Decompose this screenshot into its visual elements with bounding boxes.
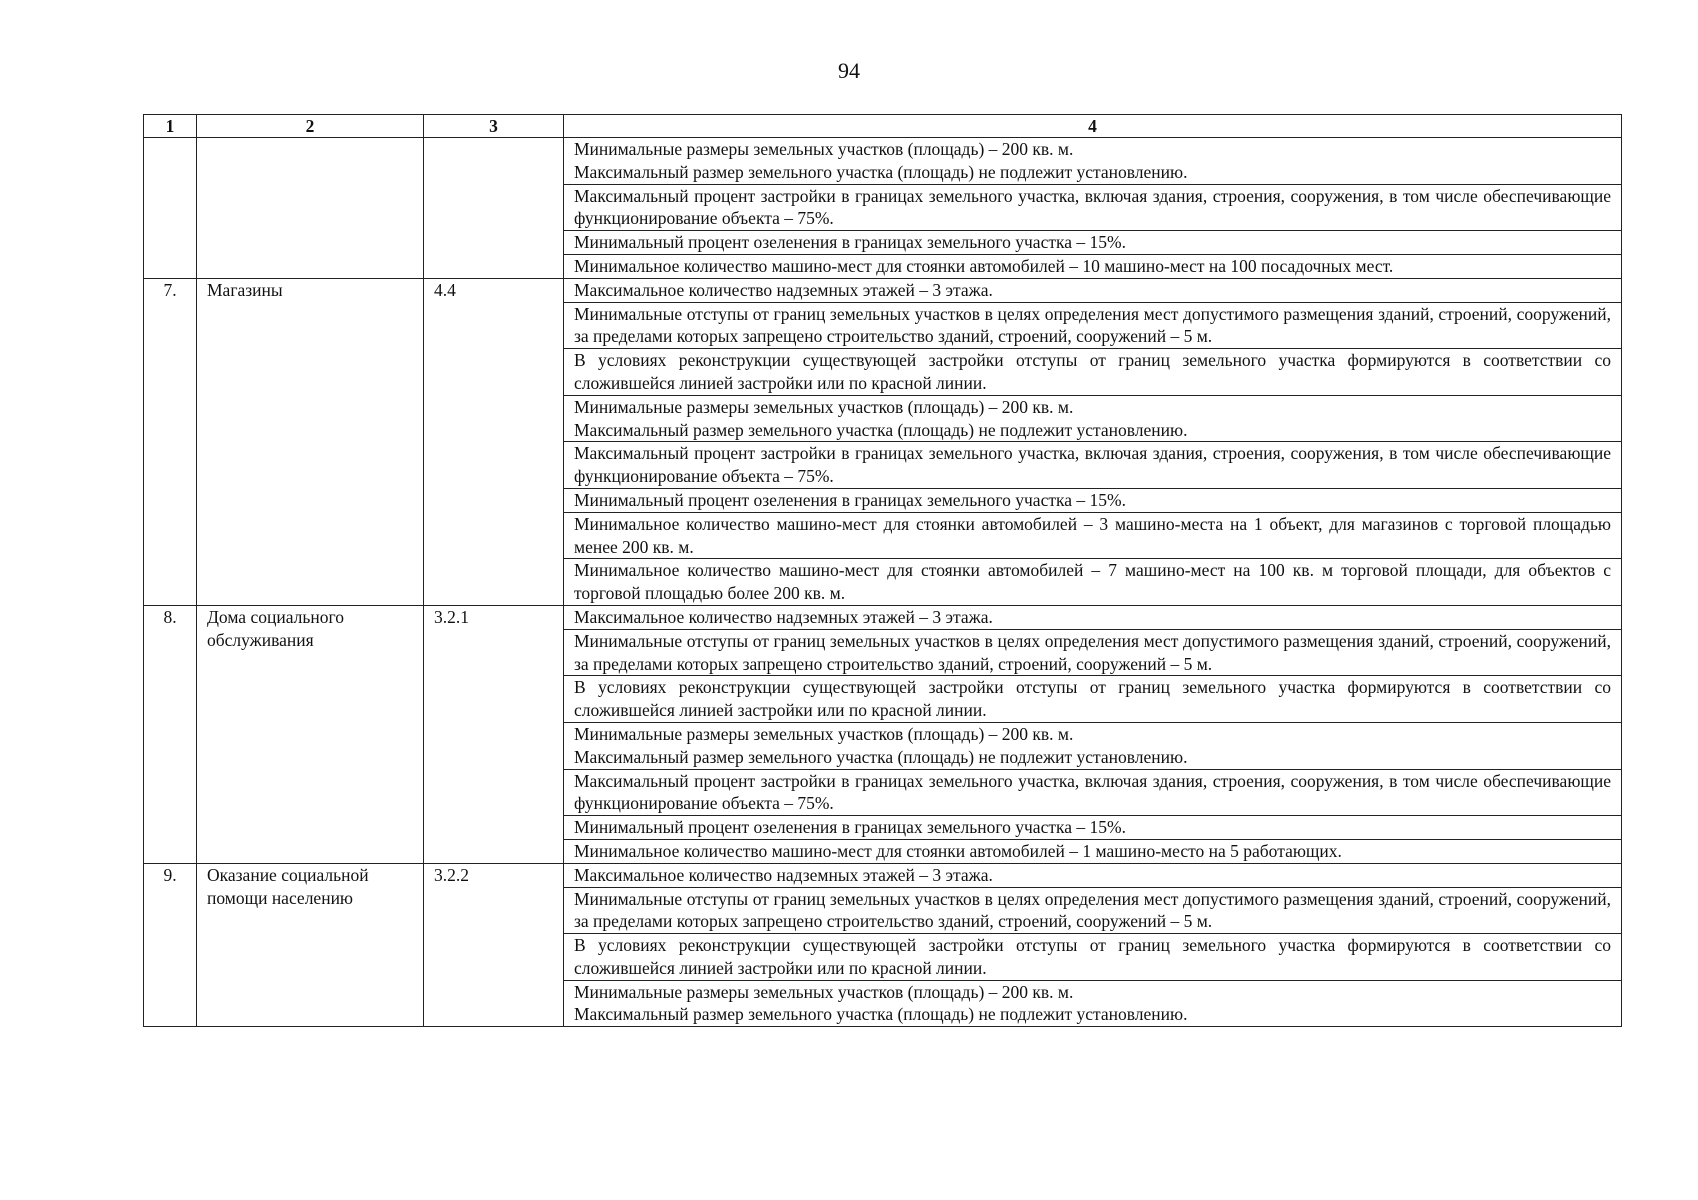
- parameter-text: Максимальный размер земельного участка (площадь) не подлежит установлению.: [574, 419, 1188, 440]
- parameter-cell: [564, 512, 1622, 559]
- parameter-text: В условиях реконструкции существующей застройки отступы от границ земельного участка формируются в соответствии со сложившейся линией застройки или по красной линии.: [574, 935, 1611, 978]
- parameter-text: Минимальное количество машино-мест для стоянки автомобилей – 3 машино-места на 1 объект, для магазинов с торговой площадью менее 200 кв. м.: [574, 513, 1611, 557]
- parameter-text: Минимальное количество машино-мест для стоянки автомобилей – 10 машино-мест на 100 посадочных мест.: [574, 255, 1394, 276]
- parameter-text: Максимальный размер земельного участка (площадь) не подлежит установлению.: [574, 1004, 1188, 1025]
- table-row: [144, 138, 1622, 185]
- row-number: 9.: [144, 863, 197, 1027]
- header-col-4: 4: [564, 115, 1622, 138]
- parameter-text: Минимальный процент озеленения в границах земельного участка – 15%.: [574, 232, 1126, 253]
- use-type-code: 3.2.2: [424, 863, 564, 1027]
- parameter-text: Максимальный процент застройки в границах земельного участка, включая здания, строения, сооружения, в том числе обеспечивающие функционирование объекта – 75%.: [574, 185, 1611, 229]
- parameter-cell: [564, 395, 1622, 442]
- parameter-text: Максимальный процент застройки в границах земельного участка, включая здания, строения, сооружения, в том числе обеспечивающие функционирование объекта – 75%.: [574, 443, 1611, 487]
- parameter-cell: [564, 488, 1622, 512]
- use-type-code: [424, 138, 564, 279]
- header-col-1: 1: [144, 115, 197, 138]
- parameter-text: В условиях реконструкции существующей застройки отступы от границ земельного участка формируются в соответствии со сложившейся линией застройки или по красной линии.: [574, 350, 1611, 393]
- parameter-text: Минимальные отступы от границ земельных участков в целях определения мест допустимого размещения зданий, строений, сооружений, за пределами которых запрещено строительство зданий, строений, сооружений – 5 м.: [574, 303, 1611, 347]
- header-col-2: 2: [197, 115, 424, 138]
- parameter-cell: [564, 863, 1622, 887]
- parameter-text: Максимальное количество надземных этажей – 3 этажа.: [574, 864, 993, 885]
- parameter-cell: [564, 769, 1622, 816]
- parameter-cell: [564, 887, 1622, 934]
- use-type-code: 4.4: [424, 278, 564, 605]
- parameter-cell: [564, 278, 1622, 302]
- parameter-cell: [564, 559, 1622, 606]
- table-row: [144, 278, 1622, 302]
- parameter-cell: [564, 442, 1622, 489]
- parameter-cell: [564, 184, 1622, 231]
- parameter-text: Максимальное количество надземных этажей – 3 этажа.: [574, 606, 993, 627]
- parameter-text: Минимальные размеры земельных участков (площадь) – 200 кв. м.: [574, 396, 1074, 417]
- use-type-name: Магазины: [197, 278, 424, 605]
- use-type-name: [197, 138, 424, 279]
- parameter-text: В условиях реконструкции существующей застройки отступы от границ земельного участка формируются в соответствии со сложившейся линией застройки или по красной линии.: [574, 677, 1611, 721]
- page-number: 94: [838, 58, 860, 83]
- regulations-table: [143, 114, 1622, 1027]
- parameter-text: Минимальные отступы от границ земельных участков в целях определения мест допустимого размещения зданий, строений, сооружений, за пределами которых запрещено строительство зданий, строений, сооружений – 5 м.: [574, 888, 1611, 932]
- parameter-cell: [564, 629, 1622, 676]
- table-body: [144, 138, 1622, 1027]
- parameter-text: Минимальное количество машино-мест для стоянки автомобилей – 7 машино-мест на 100 кв. м торговой площади, для объектов с торговой площадью более 200 кв. м.: [574, 560, 1611, 604]
- row-number: 8.: [144, 605, 197, 863]
- parameter-text: Максимальный размер земельного участка (площадь) не подлежит установлению.: [574, 161, 1188, 182]
- parameter-text: Минимальные размеры земельных участков (площадь) – 200 кв. м.: [574, 981, 1074, 1002]
- parameter-text: Максимальный процент застройки в границах земельного участка, включая здания, строения, сооружения, в том числе обеспечивающие функционирование объекта – 75%.: [574, 770, 1611, 814]
- header-col-3: 3: [424, 115, 564, 138]
- parameter-cell: [564, 934, 1622, 981]
- header-row: [144, 115, 1622, 138]
- table-row: [144, 863, 1622, 887]
- parameter-cell: [564, 839, 1622, 863]
- use-type-name: Дома социального обслуживания: [197, 605, 424, 863]
- parameter-text: Минимальный процент озеленения в границах земельного участка – 15%.: [574, 817, 1126, 838]
- parameter-cell: [564, 349, 1622, 396]
- parameter-cell: [564, 816, 1622, 840]
- parameter-cell: [564, 254, 1622, 278]
- row-number: [144, 138, 197, 279]
- parameter-cell: [564, 138, 1622, 185]
- parameter-text: Минимальный процент озеленения в границах земельного участка – 15%.: [574, 489, 1126, 510]
- parameter-text: Максимальный размер земельного участка (площадь) не подлежит установлению.: [574, 746, 1188, 767]
- table-row: [144, 605, 1622, 629]
- parameter-cell: [564, 980, 1622, 1027]
- use-type-name: Оказание социальной помощи населению: [197, 863, 424, 1027]
- parameter-cell: [564, 605, 1622, 629]
- parameter-text: Минимальные размеры земельных участков (площадь) – 200 кв. м.: [574, 723, 1074, 744]
- parameter-cell: [564, 302, 1622, 349]
- parameter-text: Максимальное количество надземных этажей – 3 этажа.: [574, 279, 993, 300]
- use-type-code: 3.2.1: [424, 605, 564, 863]
- parameter-text: Минимальные отступы от границ земельных участков в целях определения мест допустимого размещения зданий, строений, сооружений, за пределами которых запрещено строительство зданий, строений, сооружений – 5 м.: [574, 630, 1611, 674]
- parameter-cell: [564, 676, 1622, 723]
- parameter-cell: [564, 231, 1622, 255]
- row-number: 7.: [144, 278, 197, 605]
- parameter-text: Минимальное количество машино-мест для стоянки автомобилей – 1 машино-место на 5 работающих.: [574, 840, 1342, 861]
- parameter-text: Минимальные размеры земельных участков (площадь) – 200 кв. м.: [574, 139, 1074, 159]
- parameter-cell: [564, 722, 1622, 769]
